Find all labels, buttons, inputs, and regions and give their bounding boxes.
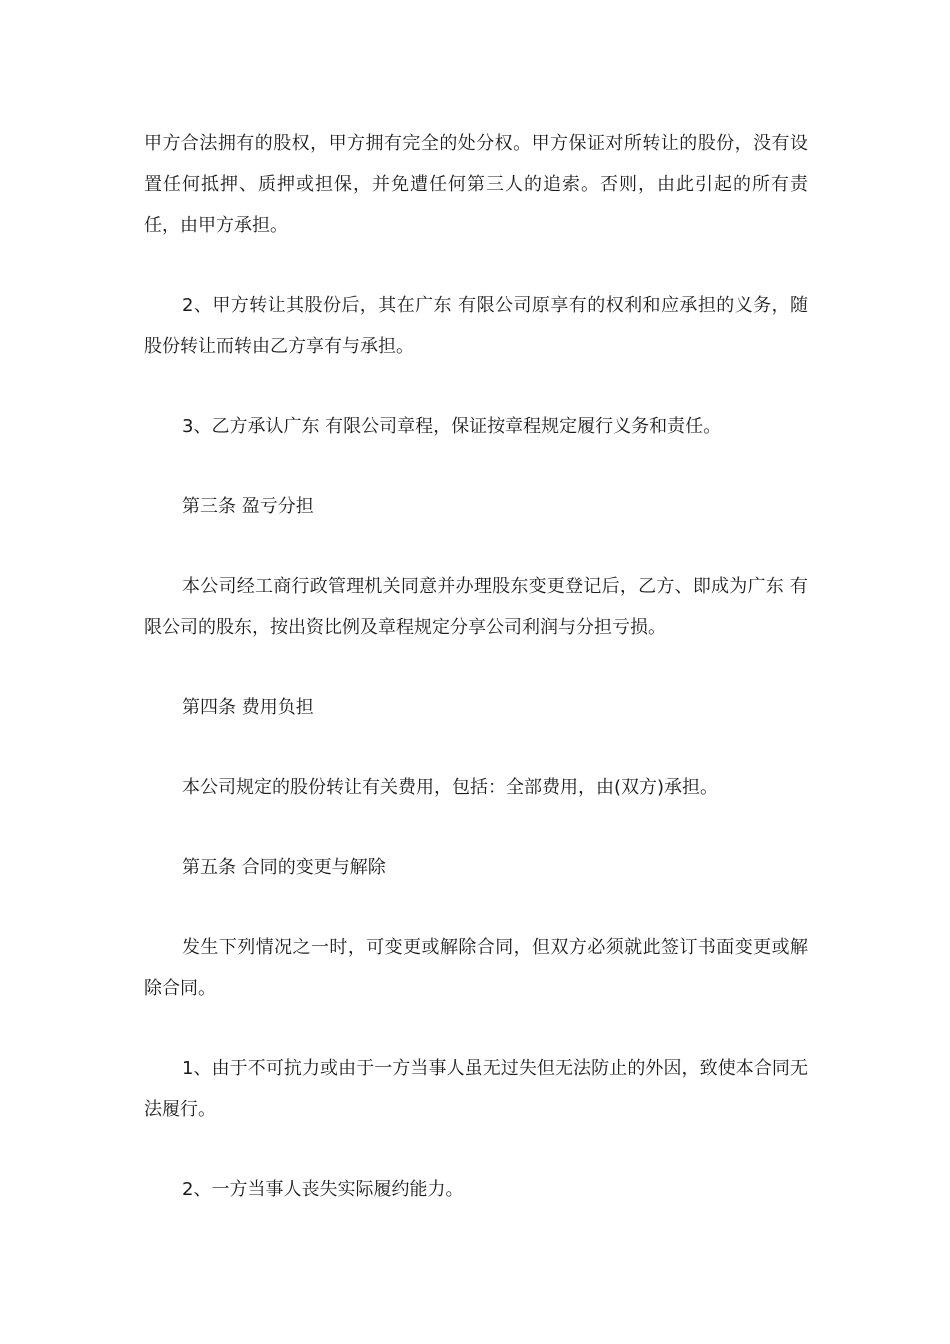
heading-article-4: 第四条 费用负担 bbox=[182, 697, 314, 718]
paragraph-profit-loss: 本公司经工商行政管理机关同意并办理股东变更登记后，乙方、即成为广东 有限公司的股东，按出资比例及章程规定分享公司利润与分担亏损。 bbox=[144, 576, 808, 638]
paragraph-share-ownership: 甲方合法拥有的股权，甲方拥有完全的处分权。甲方保证对所转让的股份，没有设置任何抵押、质押或担保，并免遭任何第三人的追索。否则，由此引起的所有责任，由甲方承担。 bbox=[144, 133, 808, 236]
paragraph-clause-2-rights-transfer: 2、甲方转让其股份后，其在广东 有限公司原享有的权利和应承担的义务，随股份转让而转由乙方享有与承担。 bbox=[144, 295, 808, 357]
paragraph-condition-1-force-majeure: 1、由于不可抗力或由于一方当事人虽无过失但无法防止的外因，致使本合同无法履行。 bbox=[144, 1058, 808, 1120]
heading-article-3: 第三条 盈亏分担 bbox=[182, 496, 314, 517]
paragraph-condition-2-incapacity: 2、一方当事人丧失实际履约能力。 bbox=[182, 1179, 464, 1200]
paragraph-clause-3-articles: 3、乙方承认广东 有限公司章程，保证按章程规定履行义务和责任。 bbox=[182, 416, 722, 437]
contract-body bbox=[144, 123, 808, 1249]
paragraph-expenses: 本公司规定的股份转让有关费用，包括：全部费用，由(双方)承担。 bbox=[182, 777, 719, 798]
heading-article-5: 第五条 合同的变更与解除 bbox=[182, 857, 386, 878]
paragraph-modification-conditions: 发生下列情况之一时，可变更或解除合同，但双方必须就此签订书面变更或解除合同。 bbox=[144, 937, 808, 999]
